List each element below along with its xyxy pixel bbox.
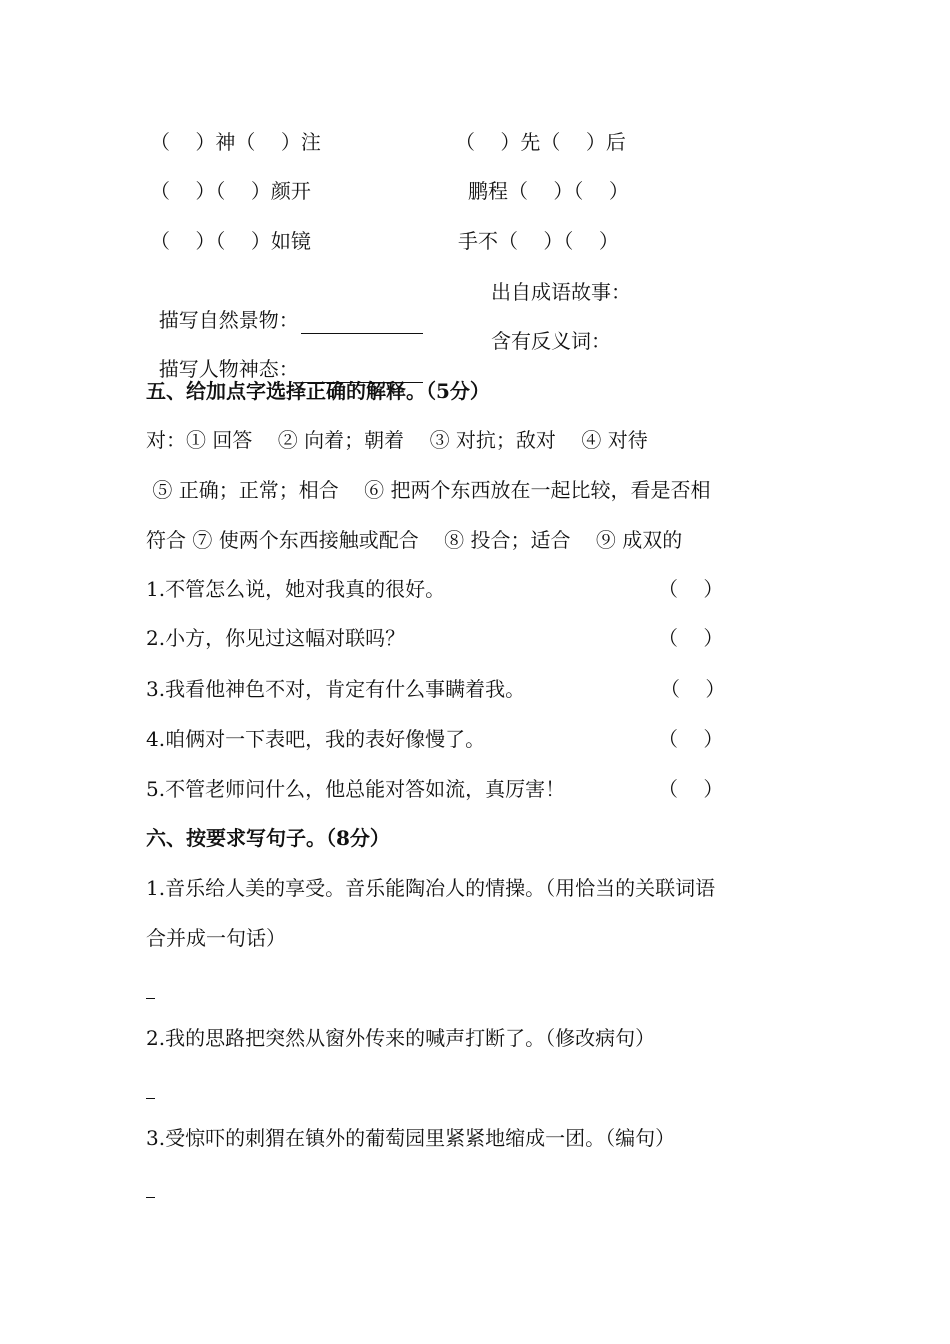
answer-paren-5[interactable]: （ ） — [658, 777, 724, 801]
answer-paren-4[interactable]: （ ） — [658, 727, 724, 751]
answer-paren-1[interactable]: （ ） — [658, 577, 724, 601]
section6-q2: 2.我的思路把突然从窗外传来的喊声打断了。（修改病句） — [146, 1026, 656, 1050]
definition-line-1: 对：① 回答 ② 向着；朝着 ③ 对抗；敌对 ④ 对待 — [146, 428, 648, 452]
category-nature — [146, 278, 423, 334]
question-item-2: 2.小方，你见过这幅对联吗？ — [146, 626, 406, 650]
category-expression-label: 描写人物神态： — [158, 357, 299, 381]
question-item-4: 4.咱俩对一下表吧，我的表好像慢了。 — [146, 727, 486, 751]
section5-title: 五、给加点字选择正确的解释。（5分） — [146, 379, 490, 403]
definition-line-3: 符合 ⑦ 使两个东西接触或配合 ⑧ 投合；适合 ⑨ 成双的 — [146, 528, 683, 552]
category-expression — [146, 327, 423, 383]
question-item-5: 5.不管老师问什么，他总能对答如流，真厉害！ — [146, 777, 566, 801]
idiom-row3-right: 手不（ ）（ ） — [458, 229, 619, 253]
answer-paren-3[interactable]: （ ） — [660, 677, 726, 701]
idiom-row2-right: 鹏程（ ）（ ） — [468, 179, 629, 203]
answer-blank-3[interactable] — [146, 1197, 155, 1198]
category-antonym-label: 含有反义词： — [491, 329, 611, 353]
idiom-row3-left: （ ）（ ）如镜 — [150, 229, 311, 253]
idiom-row1-left: （ ）神（ ）注 — [150, 130, 321, 154]
answer-blank-2[interactable] — [146, 1098, 155, 1099]
idiom-row2-left: （ ）（ ）颜开 — [150, 179, 311, 203]
section6-q3: 3.受惊吓的刺猬在镇外的葡萄园里紧紧地缩成一团。（编句） — [146, 1126, 676, 1150]
section6-q1-line2: 合并成一句话） — [146, 926, 286, 950]
question-item-1: 1.不管怎么说，她对我真的很好。 — [146, 577, 446, 601]
answer-paren-2[interactable]: （ ） — [658, 626, 724, 650]
section6-q1-line1: 1.音乐给人美的享受。音乐能陶冶人的情操。（用恰当的关联词语 — [146, 876, 716, 900]
section6-title: 六、按要求写句子。（8分） — [146, 826, 390, 850]
question-item-3: 3.我看他神色不对，肯定有什么事瞒着我。 — [146, 677, 526, 701]
category-nature-label: 描写自然景物： — [158, 308, 299, 332]
answer-blank-1[interactable] — [146, 998, 155, 999]
idiom-row1-right: （ ）先（ ）后 — [455, 130, 626, 154]
category-story-label: 出自成语故事： — [491, 280, 631, 304]
definition-line-2: ⑤ 正确；正常；相合 ⑥ 把两个东西放在一起比较，看是否相 — [146, 478, 711, 502]
